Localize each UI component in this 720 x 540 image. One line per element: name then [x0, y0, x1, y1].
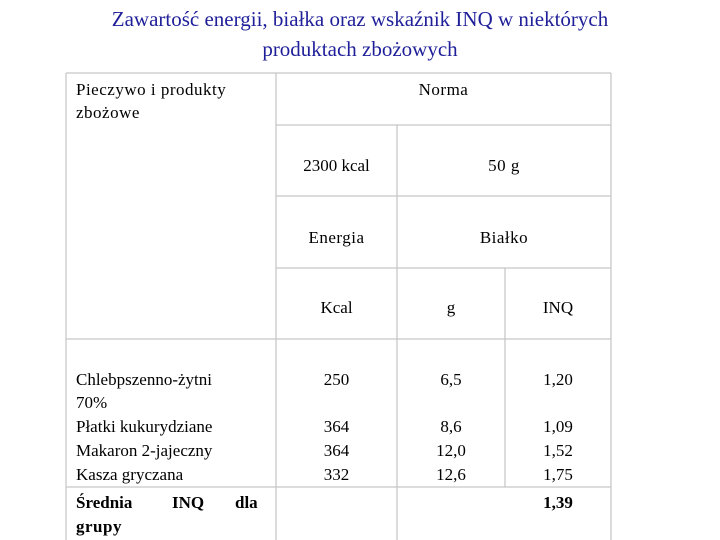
row-inq: 1,75 [543, 465, 573, 484]
col-energy: Energia [308, 228, 365, 247]
header-norma: Norma [418, 80, 469, 99]
unit-kcal: Kcal [320, 298, 353, 317]
avg-label-word: Średnia [76, 493, 133, 512]
row-g: 12,6 [436, 465, 466, 484]
row-inq: 1,20 [543, 370, 573, 389]
row-kcal: 332 [323, 465, 350, 484]
row-g: 6,5 [440, 370, 462, 389]
norm-protein: 50 g [488, 156, 520, 175]
col-protein: Białko [479, 228, 529, 247]
title-line-1: Zawartość energii, białka oraz wskaźnik INQ w niektórych [111, 7, 609, 31]
unit-inq: INQ [542, 298, 574, 317]
norm-energy: 2300 kcal [303, 156, 370, 175]
row-inq: 1,09 [543, 417, 573, 436]
row-kcal: 250 [323, 370, 350, 389]
row-name: Kasza gryczana [76, 465, 184, 484]
row-name: Makaron 2-jajeczny [76, 441, 213, 460]
row-kcal: 364 [323, 417, 350, 436]
row-kcal: 364 [323, 441, 350, 460]
avg-label-word: INQ [172, 493, 205, 512]
row-g: 12,0 [436, 441, 466, 460]
avg-label-word: grupy [76, 517, 122, 536]
corner-label-line-1: Pieczywo i produkty [76, 80, 227, 99]
title-line-2: produktach zbożowych [262, 37, 458, 61]
row-name: Płatki kukurydziane [76, 417, 213, 436]
avg-inq-value: 1,39 [543, 493, 573, 512]
unit-g: g [446, 298, 456, 317]
row-inq: 1,52 [543, 441, 573, 460]
corner-label-line-2: zbożowe [76, 103, 140, 122]
row-g: 8,6 [440, 417, 462, 436]
row-name: Chlebpszenno-żytni [76, 370, 212, 389]
avg-label-word: dla [235, 493, 258, 512]
row-name-cont: 70% [76, 393, 108, 412]
